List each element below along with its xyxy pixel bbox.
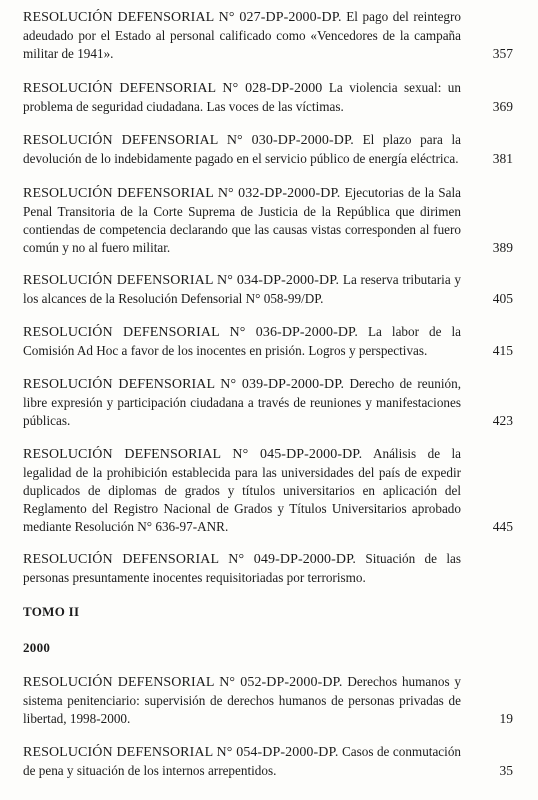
entry-description: Análisis de la legalidad de la prohibición establecida para las universidades del país de expedir duplicados de diplomas de grados y títulos universitarios en aplicación del Reglamento del Registro Nacional de Grados y Títulos Universitarios aprobado mediante Resolución N° 636-97-ANR. xyxy=(23,446,461,534)
toc-entry xyxy=(23,131,513,168)
entry-page-number: 19 xyxy=(499,711,513,726)
entry-text xyxy=(23,743,461,780)
entry-text xyxy=(23,323,461,360)
year-heading: 2000 xyxy=(23,640,51,655)
entry-text xyxy=(23,673,461,728)
toc-entry xyxy=(23,79,513,116)
entry-description: La labor de la Comisión Ad Hoc a favor de los inocentes en prisión. Logros y perspectivas. xyxy=(23,324,461,358)
entry-title: RESOLUCIÓN DEFENSORIAL N° 052-DP-2000-DP. xyxy=(23,675,343,690)
entry-description: Derechos humanos y sistema penitenciario: supervisión de derechos humanos de personas privadas de libertad, 1998-2000. xyxy=(23,674,462,726)
entry-title: RESOLUCIÓN DEFENSORIAL N° 032-DP-2000-DP. xyxy=(23,186,341,201)
entry-title: RESOLUCIÓN DEFENSORIAL N° 028-DP-2000 xyxy=(23,81,323,96)
entry-description: Casos de conmutación de pena y situación de los internos arrepentidos. xyxy=(23,744,462,778)
entry-description: La reserva tributaria y los alcances de la Resolución Defensorial N° 058-99/DP. xyxy=(23,272,462,306)
entry-page-number: 369 xyxy=(492,99,513,114)
toc-entry xyxy=(23,271,513,308)
toc-entry xyxy=(23,323,513,360)
toc-entry xyxy=(23,743,513,780)
entry-text xyxy=(23,445,461,536)
entry-description: Situación de las personas presuntamente inocentes requisitoriadas por terrorismo. xyxy=(23,551,462,585)
toc-entry xyxy=(23,8,513,63)
entry-description: Ejecutorias de la Sala Penal Transitoria de la Corte Suprema de Justicia de la República que dirimen contiendas de competencia declarando que las causas vistas corresponden al fuero común y no al fuero militar. xyxy=(23,185,461,255)
entry-text xyxy=(23,8,461,63)
entry-title: RESOLUCIÓN DEFENSORIAL N° 034-DP-2000-DP. xyxy=(23,273,340,288)
entry-text xyxy=(23,375,461,430)
entry-page-number: 445 xyxy=(492,519,513,534)
entry-page-number: 415 xyxy=(492,343,513,358)
entry-description: La violencia sexual: un problema de seguridad ciudadana. Las voces de las víctimas. xyxy=(23,80,461,114)
entry-description: El plazo para la devolución de lo indebidamente pagado en el servicio público de energía eléctrica. xyxy=(23,132,461,166)
toc-entry xyxy=(23,445,513,536)
entry-title: RESOLUCIÓN DEFENSORIAL N° 036-DP-2000-DP. xyxy=(23,325,358,340)
entry-page-number: 423 xyxy=(492,413,513,428)
entry-text xyxy=(23,271,461,308)
entry-page-number: 389 xyxy=(492,240,513,255)
entry-title: RESOLUCIÓN DEFENSORIAL N° 049-DP-2000-DP. xyxy=(23,552,357,567)
entry-page-number: 357 xyxy=(492,46,513,61)
entry-title: RESOLUCIÓN DEFENSORIAL N° 030-DP-2000-DP. xyxy=(23,133,354,148)
entry-title: RESOLUCIÓN DEFENSORIAL N° 027-DP-2000-DP. xyxy=(23,10,342,25)
entry-page-number: 405 xyxy=(492,291,513,306)
toc-entry xyxy=(23,673,513,728)
entry-page-number: 381 xyxy=(492,151,513,166)
volume-heading: TOMO II xyxy=(23,604,80,619)
entry-description: El pago del reintegro adeudado por el Estado al personal calificado como «Vencedores de la campaña militar de 1941». xyxy=(23,9,462,61)
entry-title: RESOLUCIÓN DEFENSORIAL N° 045-DP-2000-DP. xyxy=(23,447,363,462)
entry-page-number: 35 xyxy=(499,763,513,778)
entry-text xyxy=(23,550,461,587)
toc-entry xyxy=(23,375,513,430)
entry-text xyxy=(23,184,461,257)
entry-description: Derecho de reunión, libre expresión y participación ciudadana a través de reuniones y manifestaciones públicas. xyxy=(23,376,461,428)
toc-entry xyxy=(23,184,513,257)
entry-title: RESOLUCIÓN DEFENSORIAL N° 039-DP-2000-DP. xyxy=(23,377,345,392)
entry-title: RESOLUCIÓN DEFENSORIAL N° 054-DP-2000-DP. xyxy=(23,745,339,760)
entry-text xyxy=(23,131,461,168)
toc-entry xyxy=(23,550,513,587)
entry-text xyxy=(23,79,461,116)
